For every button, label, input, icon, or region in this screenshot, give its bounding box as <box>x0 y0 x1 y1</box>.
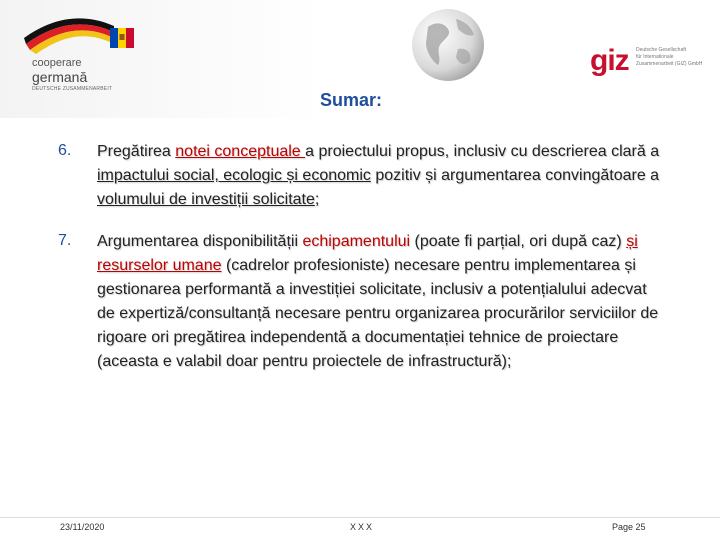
text-segment: (poate fi parțial, ori după caz) <box>410 233 627 250</box>
footer-divider <box>0 517 720 518</box>
footer-page-number: Page 25 <box>612 522 646 532</box>
footer-date: 23/11/2020 <box>60 522 105 532</box>
logo-line-1: cooperare <box>32 57 82 69</box>
globe-icon <box>408 5 488 85</box>
summary-list <box>58 140 668 392</box>
underlined-term: volumului de investiții solicitate <box>97 191 315 208</box>
logo-line-2: germană <box>32 69 88 85</box>
highlighted-term: echipamentului <box>302 233 411 250</box>
slide-title: Sumar: <box>320 90 383 110</box>
underlined-term: și resurselor umane <box>97 233 638 274</box>
list-item <box>58 230 668 374</box>
giz-subtitle-line: Zusammenarbeit (GIZ) GmbH <box>636 61 703 67</box>
cooperare-germana-logo <box>22 8 142 94</box>
text-segment: (cadrelor profesioniste) necesare pentru implementarea și gestionarea performantă a investiției solicitate, inclusiv a potențialului adecvat de expertiză/consultanță necesare pentru organizarea procurărilor serviciilor de rigoare ori pregătirea independentă a documentației tehnice de proiectare (aceasta e valabil doar pentru proiectele de infrastructură); <box>97 257 659 370</box>
text-segment: Argumentarea disponibilității <box>97 233 303 250</box>
item-text <box>97 230 668 374</box>
item-number: 7. <box>58 232 72 249</box>
text-segment: Pregătirea <box>97 143 176 160</box>
item-number: 6. <box>58 142 72 159</box>
german-moldovan-flag-swoosh-icon <box>22 8 142 56</box>
text-segment: a proiectului propus, inclusiv cu descrierea clară a <box>305 143 660 160</box>
giz-subtitle <box>636 47 706 68</box>
giz-logo <box>590 40 710 80</box>
text-segment: ; <box>314 191 320 208</box>
footer-center-text: XXX <box>350 522 375 532</box>
giz-wordmark: giz <box>590 44 629 77</box>
item-text <box>97 140 668 212</box>
giz-subtitle-line: Deutsche Gesellschaft <box>636 47 687 53</box>
underlined-term: impactului social, ecologic și economic <box>97 167 371 184</box>
text-segment: pozitiv și argumentarea convingătoare a <box>370 167 660 184</box>
underlined-term: notei conceptuale <box>175 143 306 160</box>
logo-line-3: DEUTSCHE ZUSAMMENARBEIT <box>32 86 113 92</box>
list-item <box>58 140 668 212</box>
giz-subtitle-line: für Internationale <box>636 54 674 60</box>
